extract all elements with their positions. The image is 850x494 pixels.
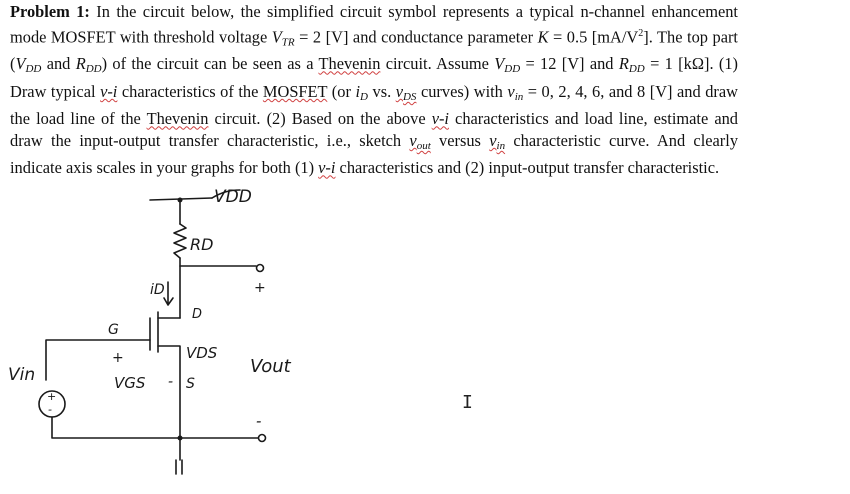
spellcheck-word: Thevenin — [146, 109, 209, 129]
ground-symbol — [176, 438, 182, 474]
spellcheck-word: v-i — [431, 109, 449, 129]
var-v: V — [494, 54, 505, 74]
spellcheck-word: v-i — [100, 81, 118, 101]
text-run: ]. The top part ( — [10, 26, 738, 74]
label-s: S — [186, 376, 195, 392]
subscript: in — [496, 139, 506, 152]
var-v: V — [15, 54, 26, 74]
label-d: D — [192, 307, 203, 322]
text-run: = 0, 2, 4, 6, and 8 [V] and draw the load line of the — [10, 81, 738, 129]
id-arrow — [164, 282, 173, 305]
subscript: D — [360, 90, 368, 103]
var-r: R — [75, 54, 86, 74]
text-run: In the circuit below, the simplified circuit symbol represents a typical n-channel enhancement mode MOSFET with threshold voltage — [10, 2, 738, 46]
mosfet-source-lead — [158, 346, 180, 438]
subscript: DS — [402, 90, 417, 103]
label-rd: RD — [190, 235, 214, 254]
text-run: characteristics of the — [117, 81, 263, 101]
label-vds: VDS — [186, 344, 218, 362]
text-run: ) of the circuit can be seen as a — [101, 54, 319, 74]
spellcheck-word: v-i — [318, 158, 336, 178]
spellcheck-word: MOSFET — [262, 81, 328, 101]
label-vin: Vin — [8, 365, 36, 385]
label-out-plus: + — [254, 280, 266, 296]
var-v: v — [409, 130, 417, 150]
superscript: 2 — [638, 27, 644, 39]
subscript: DD — [504, 63, 521, 76]
text-run: versus — [430, 130, 490, 150]
text-run: = 0.5 [mA/V — [548, 26, 639, 46]
subscript: DD — [85, 63, 102, 76]
text-run: curves) with — [416, 81, 508, 101]
out-minus-terminal — [259, 435, 266, 442]
text-run: (or — [327, 81, 356, 101]
label-out-minus: - — [256, 412, 262, 430]
out-plus-terminal — [257, 265, 264, 272]
var-v: v — [507, 81, 515, 101]
text-run: circuit. (2) Based on the above — [208, 109, 432, 129]
text-run: = 1 [kΩ]. (1) Draw typical — [10, 54, 738, 101]
subscript: out — [416, 139, 431, 152]
text-run: circuit. Assume — [380, 54, 495, 74]
circuit-diagram — [0, 170, 850, 494]
subscript: in — [514, 90, 524, 103]
text-run: = 2 [V] and conductance parameter — [294, 26, 538, 46]
label-gate-plus: + — [112, 350, 124, 366]
text-run: and — [41, 54, 76, 74]
subscript: DD — [628, 63, 645, 76]
label-src-plus: + — [47, 390, 57, 403]
spellcheck-word: Thevenin — [318, 54, 381, 74]
var-i: i — [355, 81, 361, 101]
text-run: characteristics and (2) input-output transfer characteristic. — [335, 158, 720, 178]
label-src-minus: - — [48, 403, 52, 416]
subscript: TR — [281, 35, 295, 48]
var-r: R — [618, 54, 629, 74]
text-cursor-icon: I — [462, 392, 473, 413]
text-run: characteristics and load line, estimate and draw the input-output transfer characteristic, i.e., sketch — [10, 109, 738, 150]
var-v: v — [395, 81, 403, 101]
label-vgs: VGS — [114, 374, 146, 392]
problem-statement — [10, 1, 738, 179]
var-v: V — [271, 26, 282, 46]
var-k: K — [537, 26, 549, 46]
top-node — [178, 198, 183, 203]
rd-resistor — [174, 224, 186, 258]
label-vdd: VDD — [214, 187, 252, 207]
label-s-minus: - — [168, 374, 174, 390]
problem-label: Problem 1: — [10, 2, 90, 21]
text-run: vs. — [367, 81, 396, 101]
label-g: G — [108, 322, 119, 338]
subscript: DD — [25, 63, 42, 76]
label-id: iD — [150, 282, 165, 298]
text-run: = 12 [V] and — [520, 54, 619, 74]
label-vout: Vout — [250, 356, 291, 377]
var-v: v — [489, 130, 497, 150]
source-bottom-wire — [52, 417, 258, 438]
text-run: characteristic curve. And clearly indicate axis scales in your graphs for both (1) — [10, 130, 739, 178]
